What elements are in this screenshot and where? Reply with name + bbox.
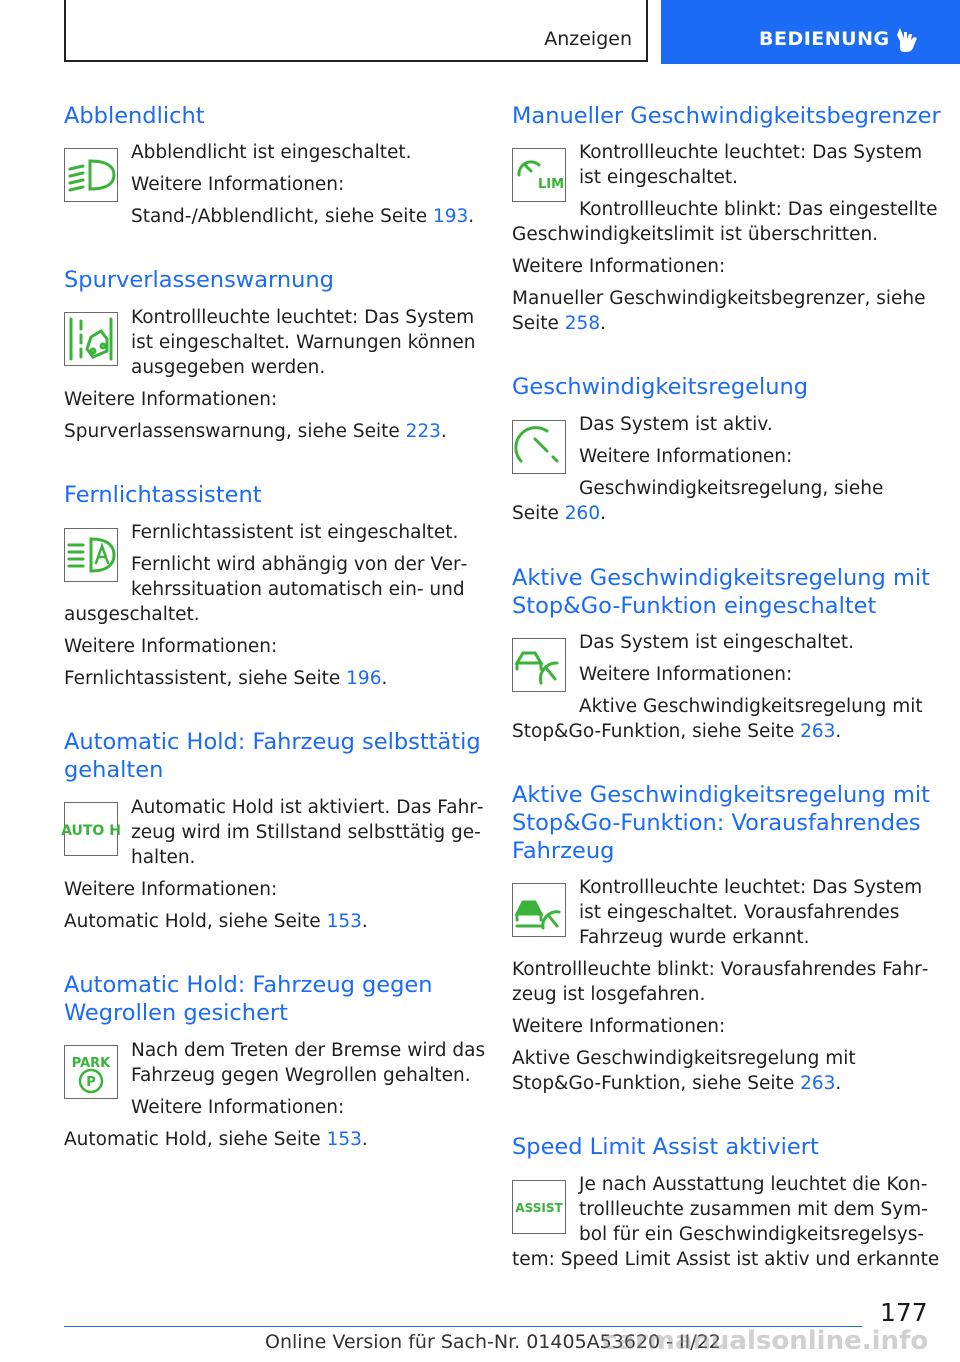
fern-line-5: Weitere Informationen: [64, 636, 278, 657]
cruise-line-1: Das System ist aktiv. [579, 414, 773, 435]
park-icon-text: PARK [71, 1056, 111, 1071]
acc2-line-6: Weitere Informationen: [512, 1016, 726, 1037]
acc2-line-4: Kontrollleuchte blinkt: Vorausfahrendes Fahr‐ [512, 959, 929, 980]
abblend-line-1: Abblendlicht ist eingeschaltet. [131, 142, 412, 163]
page-link-196[interactable]: 196 [346, 668, 382, 689]
acc2-line-8: Stop&Go-Funktion, siehe Seite 263. [512, 1073, 842, 1094]
spur-line-4: Weitere Informationen: [64, 389, 278, 410]
hold1-line-4: Weitere Informationen: [64, 879, 278, 900]
acc2-line-2: ist eingeschaltet. Vorausfahrendes [579, 902, 900, 923]
fern-line-3: kehrssituation automatisch ein- und [131, 579, 465, 600]
assist-line-3: bol für ein Geschwindigkeitsregelsys‐ [579, 1224, 925, 1245]
heading-automatic-hold-1-line-1: Automatic Hold: Fahrzeug selbsttätig [64, 729, 481, 755]
park-icon-letter: P [86, 1075, 96, 1090]
heading-fernlichtassistent: Fernlichtassistent [64, 482, 262, 508]
hold2-line-1: Nach dem Treten der Bremse wird das [131, 1040, 486, 1061]
page-link-193[interactable]: 193 [432, 206, 469, 227]
header-tab-bedienung[interactable] [661, 0, 960, 64]
cruise-line-3: Geschwindigkeitsregelung, siehe [579, 478, 884, 499]
page-link-223[interactable]: 223 [405, 421, 441, 442]
auto-hold-icon-text: AUTO H [61, 823, 121, 839]
hold2-line-3: Weitere Informationen: [131, 1097, 345, 1118]
park-icon [64, 1045, 118, 1099]
fern-line-1: Fernlichtassistent ist eingeschaltet. [131, 522, 459, 543]
lim-line-4: Geschwindigkeitslimit ist überschritten. [512, 224, 879, 245]
watermark: carmanualsonline.info [602, 1326, 929, 1356]
auto-hold-icon [61, 802, 121, 856]
heading-acc-1-line-2: Stop&Go-Funktion eingeschaltet [512, 593, 877, 619]
heading-automatic-hold-2-line-1: Automatic Hold: Fahrzeug gegen [64, 972, 433, 998]
spur-line-2: ist eingeschaltet. Warnungen können [131, 332, 476, 353]
header-section-box [64, 0, 648, 62]
heading-automatic-hold-1-line-2: gehalten [64, 757, 164, 783]
hold1-line-5: Automatic Hold, siehe Seite 153. [64, 911, 368, 932]
heading-acc-2-line-3: Fahrzeug [512, 838, 615, 864]
heading-acc-1-line-1: Aktive Geschwindigkeitsregelung mit [512, 565, 930, 591]
acc2-line-1: Kontrollleuchte leuchtet: Das System [579, 877, 923, 898]
acc2-line-5: zeug ist losgefahren. [512, 984, 706, 1005]
abblend-line-3: Stand-/Abblendlicht, siehe Seite 193. [131, 206, 475, 227]
page-link-263-b[interactable]: 263 [800, 1073, 836, 1094]
page-link-153-a[interactable]: 153 [326, 911, 362, 932]
heading-geschwindigkeitsregelung: Geschwindigkeitsregelung [512, 374, 809, 400]
acc1-line-4: Stop&Go-Funktion, siehe Seite 263. [512, 721, 842, 742]
hold1-line-1: Automatic Hold ist aktiviert. Das Fahr‐ [131, 797, 484, 818]
page-link-258[interactable]: 258 [564, 313, 601, 334]
lim-line-3: Kontrollleuchte blinkt: Das eingestellte [579, 199, 938, 220]
assist-line-2: trollleuchte zusammen mit dem Sym‐ [579, 1199, 928, 1220]
low-beam-icon [64, 148, 118, 202]
fern-line-6: Fernlichtassistent, siehe Seite 196. [64, 668, 388, 689]
heading-acc-2-line-1: Aktive Geschwindigkeitsregelung mit [512, 782, 930, 808]
page-link-260[interactable]: 260 [564, 503, 601, 524]
assist-line-4: tem: Speed Limit Assist ist aktiv und erkannte [512, 1249, 940, 1270]
acc1-line-2: Weitere Informationen: [579, 664, 793, 685]
cruise-control-icon [512, 420, 566, 474]
high-beam-assist-icon [64, 528, 118, 582]
hold2-line-2: Fahrzeug gegen Wegrollen gehalten. [131, 1065, 471, 1086]
assist-line-1: Je nach Ausstattung leuchtet die Kon‐ [579, 1174, 928, 1195]
heading-geschwindigkeitsbegrenzer: Manueller Geschwindigkeitsbegrenzer [512, 103, 941, 129]
hold2-line-4: Automatic Hold, siehe Seite 153. [64, 1129, 368, 1150]
abblend-line-2: Weitere Informationen: [131, 174, 345, 195]
page-link-153-b[interactable]: 153 [326, 1129, 362, 1150]
heading-automatic-hold-2-line-2: Wegrollen gesichert [64, 1000, 288, 1026]
spur-line-1: Kontrollleuchte leuchtet: Das System [131, 307, 475, 328]
spur-line-3: ausgegeben werden. [131, 357, 326, 378]
acc1-line-3: Aktive Geschwindigkeitsregelung mit [579, 696, 923, 717]
hold1-line-3: halten. [131, 847, 196, 868]
acc2-line-7: Aktive Geschwindigkeitsregelung mit [512, 1048, 856, 1069]
acc1-line-1: Das System ist eingeschaltet. [579, 632, 855, 653]
header-section-label: Anzeigen [544, 28, 632, 50]
hand-pointer-icon [895, 26, 921, 54]
speed-limit-assist-icon-text: ASSIST [515, 1201, 563, 1215]
lane-departure-icon [64, 312, 118, 366]
speed-limiter-icon [512, 148, 566, 202]
lim-line-7: Seite 258. [512, 313, 606, 334]
lim-line-5: Weitere Informationen: [512, 256, 726, 277]
vehicle-ahead-icon [512, 883, 566, 937]
heading-speed-limit-assist: Speed Limit Assist aktiviert [512, 1134, 819, 1160]
cruise-line-2: Weitere Informationen: [579, 446, 793, 467]
speed-limiter-icon-text: LIM [537, 177, 565, 192]
heading-acc-2-line-2: Stop&Go-Funktion: Vorausfahrendes [512, 810, 921, 836]
footer-version-text: Online Version für Sach-Nr. 01405A53620 - II/22 [265, 1331, 721, 1353]
fern-line-2: Fernlicht wird abhängig von der Ver‐ [131, 554, 468, 575]
speed-limit-assist-icon [512, 1180, 566, 1234]
page-number: 177 [880, 1298, 928, 1327]
header-tab-label: BEDIENUNG [759, 28, 890, 50]
lim-line-2: ist eingeschaltet. [579, 167, 739, 188]
heading-abblendlicht: Abblendlicht [64, 103, 205, 129]
lim-line-6: Manueller Geschwindigkeitsbegrenzer, siehe [512, 288, 926, 309]
acc2-line-3: Fahrzeug wurde erkannt. [579, 927, 810, 948]
active-cruise-icon [512, 638, 566, 692]
lim-line-1: Kontrollleuchte leuchtet: Das System [579, 142, 923, 163]
heading-spurverlassenswarnung: Spurverlassenswarnung [64, 267, 334, 293]
cruise-line-4: Seite 260. [512, 503, 606, 524]
page-link-263-a[interactable]: 263 [800, 721, 836, 742]
fern-line-4: ausgeschaltet. [64, 604, 200, 625]
hold1-line-2: zeug wird im Stillstand selbsttätig ge‐ [131, 822, 481, 843]
spur-line-5: Spurverlassenswarnung, siehe Seite 223. [64, 421, 447, 442]
